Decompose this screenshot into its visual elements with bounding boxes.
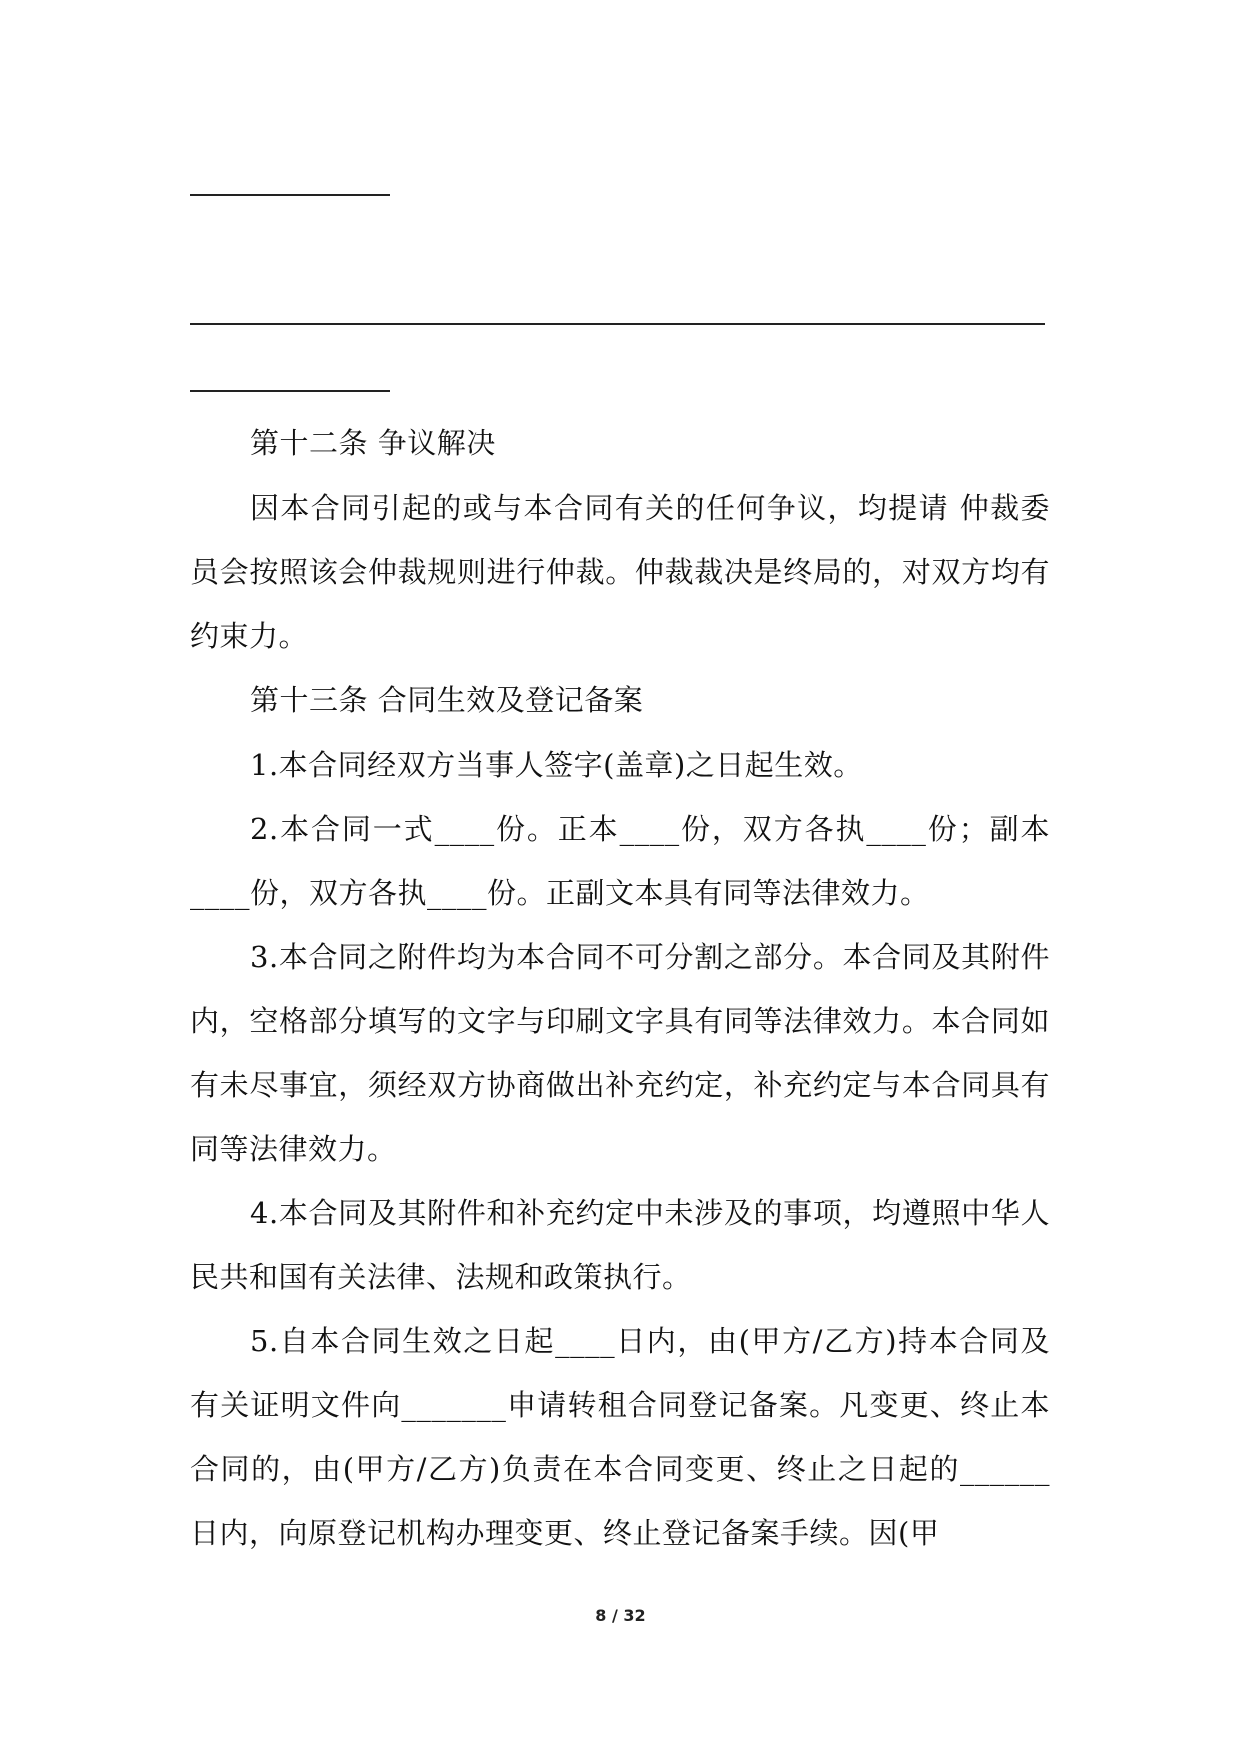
blank-line-2 [190, 323, 1045, 325]
article-12-heading: 第十二条 争议解决 [250, 426, 496, 460]
blank-line-3 [190, 390, 390, 392]
page-number: 8 / 32 [595, 1606, 646, 1625]
article-13-item-5: 5.自本合同生效之日起____日内，由(甲方/乙方)持本合同及有关证明文件向_______申请转租合同登记备案。凡变更、终止本合同的，由(甲方/乙方)负责在本合同变更、终止之日起的______日内，向原登记机构办理变更、终止登记备案手续。因(甲 [190, 1324, 1050, 1550]
blank-line-1 [190, 194, 390, 196]
article-13-item-1: 1.本合同经双方当事人签字(盖章)之日起生效。 [250, 748, 863, 782]
article-13-heading: 第十三条 合同生效及登记备案 [250, 683, 644, 717]
article-12-paragraph: 因本合同引起的或与本合同有关的任何争议，均提请 仲裁委员会按照该会仲裁规则进行仲裁。仲裁裁决是终局的，对双方均有约束力。 [190, 491, 1050, 653]
article-13-item-2: 2.本合同一式____份。正本____份，双方各执____份；副本____份，双方各执____份。正副文本具有同等法律效力。 [190, 812, 1050, 910]
article-13-item-4: 4.本合同及其附件和补充约定中未涉及的事项，均遵照中华人民共和国有关法律、法规和政策执行。 [190, 1196, 1050, 1294]
article-13-item-3: 3.本合同之附件均为本合同不可分割之部分。本合同及其附件内，空格部分填写的文字与印刷文字具有同等法律效力。本合同如有未尽事宜，须经双方协商做出补充约定，补充约定与本合同具有同等法律效力。 [190, 940, 1050, 1166]
